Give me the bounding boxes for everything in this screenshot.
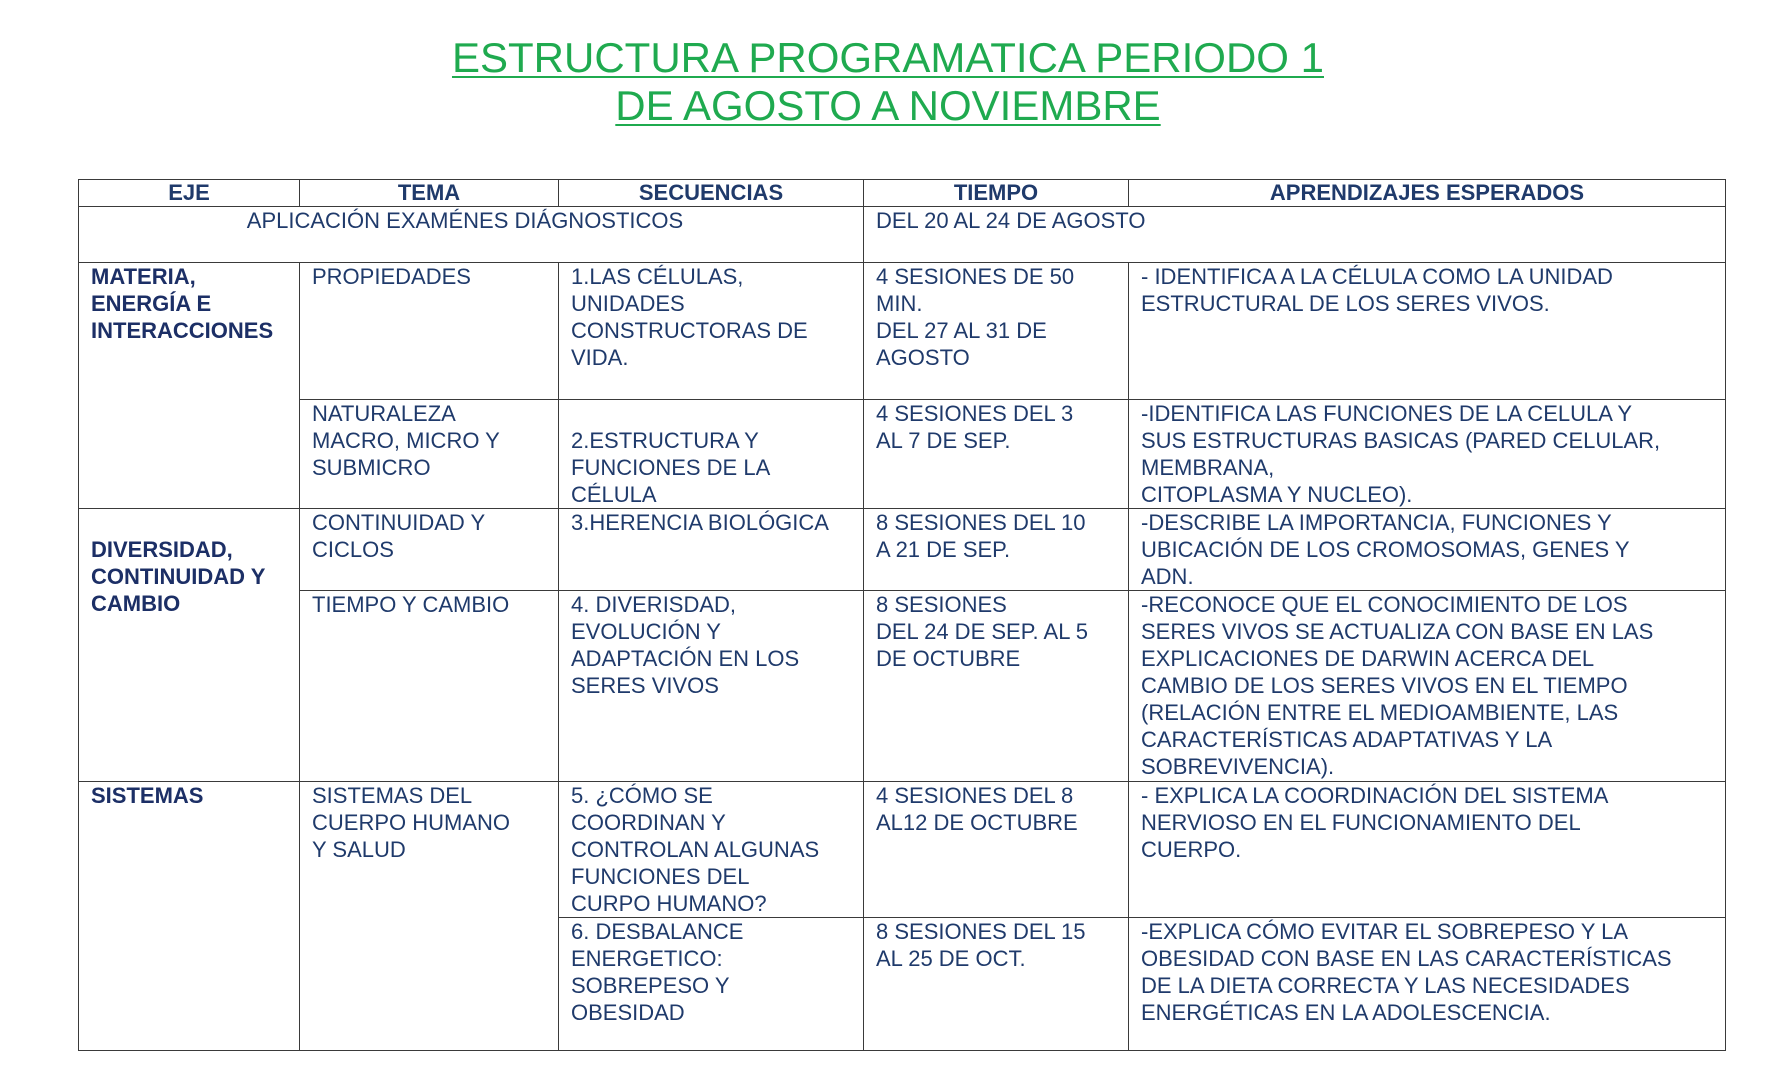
table-row [79,591,1726,782]
table-row [79,782,1726,918]
document-title [0,34,1776,130]
eje-materia: MATERIA, ENERGÍA E INTERACCIONES [79,263,300,509]
secuencia-cell: 3.HERENCIA BIOLÓGICA [559,509,864,591]
tiempo-cell: 8 SESIONES DEL 10 A 21 DE SEP. [864,509,1129,591]
eje-sistemas: SISTEMAS [79,782,300,1051]
aprendizaje-cell: - IDENTIFICA A LA CÉLULA COMO LA UNIDAD ESTRUCTURAL DE LOS SERES VIVOS. [1129,263,1726,400]
table-row [79,400,1726,509]
aprendizaje-cell: -EXPLICA CÓMO EVITAR EL SOBREPESO Y LA OBESIDAD CON BASE EN LAS CARACTERÍSTICAS DE LA DIETA CORRECTA Y LAS NECESIDADES ENERGÉTICAS EN LA ADOLESCENCIA. [1129,918,1726,1051]
header-tema: TEMA [300,180,559,207]
tiempo-cell: 8 SESIONES DEL 15 AL 25 DE OCT. [864,918,1129,1051]
header-secuencias: SECUENCIAS [559,180,864,207]
diagnostic-time: DEL 20 AL 24 DE AGOSTO [864,207,1726,263]
secuencia-cell: 2.ESTRUCTURA Y FUNCIONES DE LA CÉLULA [559,400,864,509]
aprendizaje-cell: - EXPLICA LA COORDINACIÓN DEL SISTEMA NERVIOSO EN EL FUNCIONAMIENTO DEL CUERPO. [1129,782,1726,918]
secuencia-cell: 1.LAS CÉLULAS, UNIDADES CONSTRUCTORAS DE VIDA. [559,263,864,400]
secuencia-cell: 6. DESBALANCE ENERGETICO: SOBREPESO Y OBESIDAD [559,918,864,1051]
eje-diversidad: DIVERSIDAD, CONTINUIDAD Y CAMBIO [79,509,300,782]
secuencia-cell: 4. DIVERISDAD, EVOLUCIÓN Y ADAPTACIÓN EN LOS SERES VIVOS [559,591,864,782]
tema-cell: TIEMPO Y CAMBIO [300,591,559,782]
header-row [79,180,1726,207]
tema-cell: SISTEMAS DEL CUERPO HUMANO Y SALUD [300,782,559,1051]
diagnostic-activity: APLICACIÓN EXAMÉNES DIÁGNOSTICOS [79,207,864,263]
header-aprendizajes: APRENDIZAJES ESPERADOS [1129,180,1726,207]
header-tiempo: TIEMPO [864,180,1129,207]
aprendizaje-cell: -DESCRIBE LA IMPORTANCIA, FUNCIONES Y UBICACIÓN DE LOS CROMOSOMAS, GENES Y ADN. [1129,509,1726,591]
header-eje: EJE [79,180,300,207]
title-line-1: ESTRUCTURA PROGRAMATICA PERIODO 1 [451,34,1324,81]
aprendizaje-cell: -RECONOCE QUE EL CONOCIMIENTO DE LOS SERES VIVOS SE ACTUALIZA CON BASE EN LAS EXPLICACIONES DE DARWIN ACERCA DEL CAMBIO DE LOS SERES VIVOS EN EL TIEMPO (RELACIÓN ENTRE EL MEDIOAMBIENTE, LAS CARACTERÍSTICAS ADAPTATIVAS Y LA SOBREVIVENCIA). [1129,591,1726,782]
aprendizaje-cell: -IDENTIFICA LAS FUNCIONES DE LA CELULA Y SUS ESTRUCTURAS BASICAS (PARED CELULAR, MEMBRANA, CITOPLASMA Y NUCLEO). [1129,400,1726,509]
tema-cell: NATURALEZA MACRO, MICRO Y SUBMICRO [300,400,559,509]
table-row [79,509,1726,591]
diagnostic-row [79,207,1726,263]
tema-cell: PROPIEDADES [300,263,559,400]
tiempo-cell: 4 SESIONES DEL 3 AL 7 DE SEP. [864,400,1129,509]
tema-cell: CONTINUIDAD Y CICLOS [300,509,559,591]
tiempo-cell: 8 SESIONES DEL 24 DE SEP. AL 5 DE OCTUBRE [864,591,1129,782]
title-line-2: DE AGOSTO A NOVIEMBRE [615,82,1161,129]
secuencia-cell: 5. ¿CÓMO SE COORDINAN Y CONTROLAN ALGUNAS FUNCIONES DEL CURPO HUMANO? [559,782,864,918]
tiempo-cell: 4 SESIONES DE 50 MIN. DEL 27 AL 31 DE AGOSTO [864,263,1129,400]
table-row [79,263,1726,400]
tiempo-cell: 4 SESIONES DEL 8 AL12 DE OCTUBRE [864,782,1129,918]
program-table [78,179,1726,1051]
